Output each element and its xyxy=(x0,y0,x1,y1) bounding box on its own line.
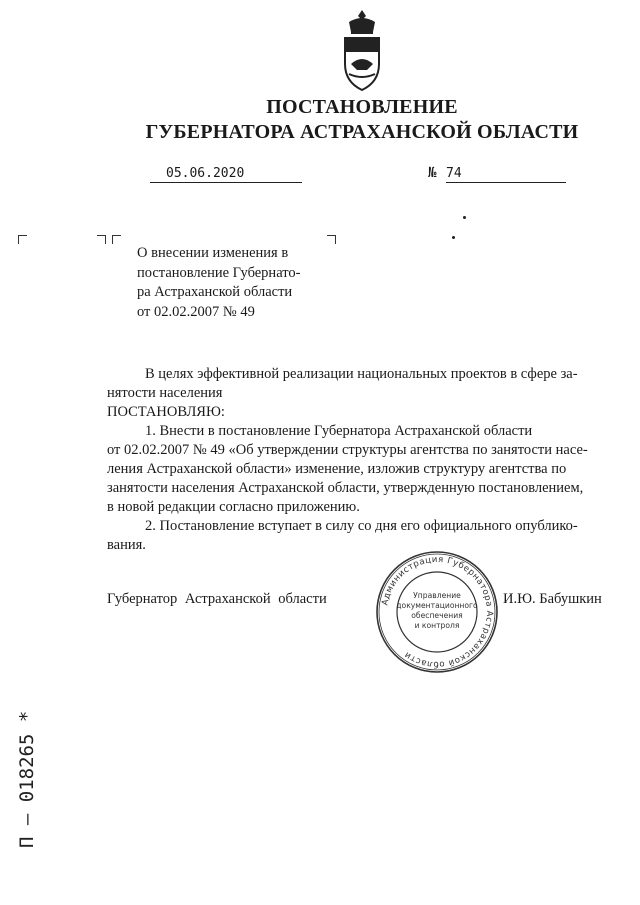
subject-line: О внесении изменения в xyxy=(137,245,289,261)
document-subject xyxy=(137,244,312,322)
corner-mark xyxy=(18,235,27,244)
number-label: № xyxy=(428,165,437,181)
stamp-center-line: Управление xyxy=(413,591,461,600)
document-body xyxy=(107,365,607,555)
signatory-position: Губернатор Астраханской области xyxy=(107,591,327,607)
item-line: от 02.02.2007 № 49 «Об утверждении структуры агентства по занятости насе- xyxy=(107,442,588,458)
registration-code xyxy=(6,700,46,850)
official-stamp xyxy=(374,549,500,675)
item-line: вания. xyxy=(107,537,146,553)
item-line: 1. Внести в постановление Губернатора Астраханской области xyxy=(145,423,533,439)
stamp-center-line: и контроля xyxy=(414,621,460,630)
subject-line: от 02.02.2007 № 49 xyxy=(137,303,255,320)
decree-word: ПОСТАНОВЛЯЮ: xyxy=(107,404,225,420)
stamp-center-line: обеспечения xyxy=(411,611,463,620)
document-issuer: ГУБЕРНАТОРА АСТРАХАНСКОЙ ОБЛАСТИ xyxy=(145,121,579,143)
subject-line: ра Астраханской области xyxy=(137,284,293,301)
stamp-center-line: документационного xyxy=(396,601,478,610)
stamp-ring-text: Администрация Губернатора Астраханской области xyxy=(380,554,495,670)
corner-mark xyxy=(112,235,121,244)
item-line: 2. Постановление вступает в силу со дня его официального опублико- xyxy=(145,518,578,534)
signatory-name: И.Ю. Бабушкин xyxy=(503,591,602,607)
preamble-line: нятости населения xyxy=(107,385,223,401)
document-title: ПОСТАНОВЛЕНИЕ xyxy=(266,96,458,118)
scan-speck xyxy=(463,216,466,219)
corner-mark xyxy=(97,235,106,244)
coat-of-arms-emblem xyxy=(337,8,387,94)
item-line: в новой редакции согласно приложению. xyxy=(107,499,360,515)
subject-line: постановление Губернато- xyxy=(137,264,301,281)
corner-mark xyxy=(327,235,336,244)
scan-speck xyxy=(452,236,455,239)
document-date: 05.06.2020 xyxy=(150,165,302,183)
preamble-line: В целях эффективной реализации национальных проектов в сфере за- xyxy=(145,366,578,382)
item-line: занятости населения Астраханской области, утвержденную постановлением, xyxy=(107,480,584,496)
document-number: 74 xyxy=(446,165,566,183)
registration-code-text: П – 018265 * xyxy=(16,710,38,848)
item-line: ления Астраханской области» изменение, изложив структуру агентства по xyxy=(107,461,567,477)
